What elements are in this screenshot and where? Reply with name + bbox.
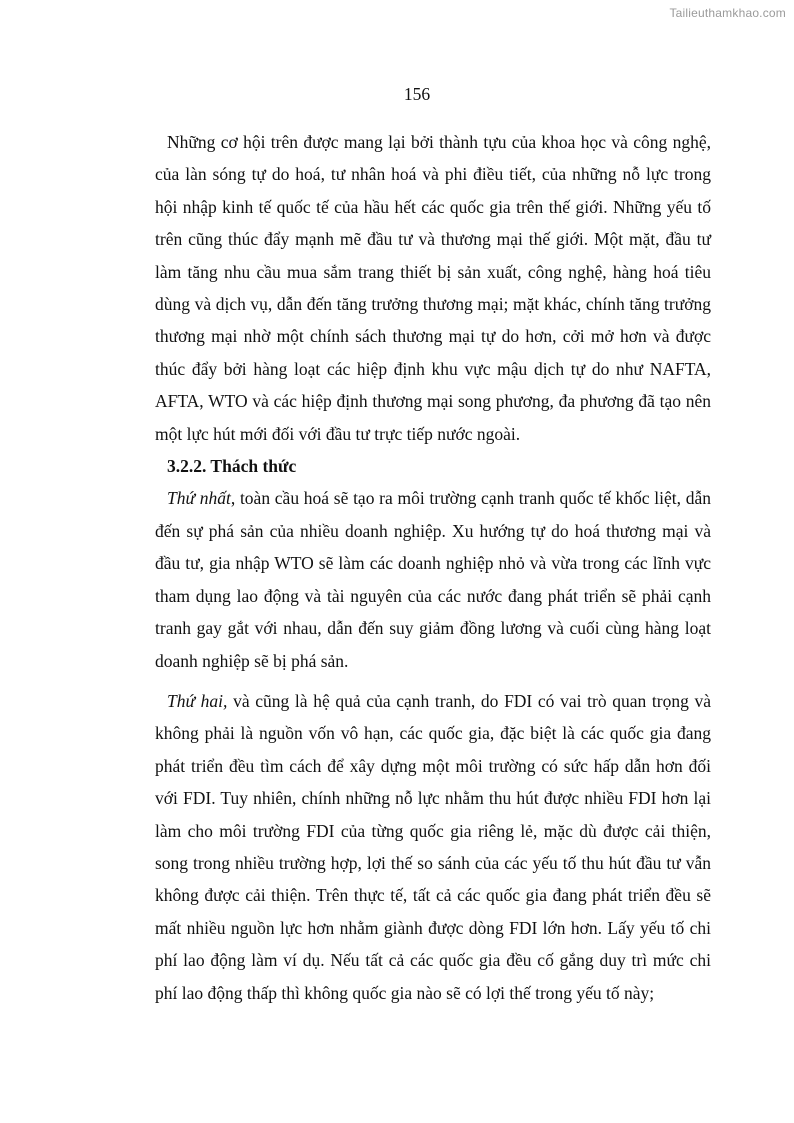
- paragraph-second-challenge: [155, 685, 711, 1009]
- paragraph-opportunities: Những cơ hội trên được mang lại bởi thành tựu của khoa học và công nghệ, của làn sóng tự do hoá, tư nhân hoá và phi điều tiết, của những nỗ lực trong hội nhập kinh tế quốc tế của hầu hết các quốc gia trên thế giới. Những yếu tố trên cũng thúc đẩy mạnh mẽ đầu tư và thương mại thế giới. Một mặt, đầu tư làm tăng nhu cầu mua sắm trang thiết bị sản xuất, công nghệ, hàng hoá tiêu dùng và dịch vụ, dẫn đến tăng trưởng thương mại; mặt khác, chính tăng trưởng thương mại nhờ một chính sách thương mại tự do hơn, cởi mở hơn và được thúc đẩy bởi hàng loạt các hiệp định khu vực mậu dịch tự do như NAFTA, AFTA, WTO và các hiệp định thương mại song phương, đa phương đã tạo nên một lực hút mới đối với đầu tư trực tiếp nước ngoài.: [155, 132, 711, 444]
- page-number: 156: [403, 84, 431, 104]
- watermark: Tailieuthamkhao.com: [669, 6, 786, 20]
- document-body: [155, 126, 711, 1009]
- paragraph-first-challenge: [155, 482, 711, 676]
- paragraph-second-challenge-lead: Thứ hai,: [167, 690, 228, 711]
- section-heading: 3.2.2. Thách thức: [167, 456, 297, 477]
- paragraph-first-challenge-text: , toàn cầu hoá sẽ tạo ra môi trường cạnh tranh quốc tế khốc liệt, dẫn đến sự phá sản của nhiều doanh nghiệp. Xu hướng tự do hoá thương mại và đầu tư, gia nhập WTO sẽ làm các doanh nghiệp nhỏ và vừa trong các lĩnh vực tham dụng lao động và tài nguyên của các nước đang phát triển sẽ phải cạnh tranh gay gắt với nhau, dẫn đến suy giảm đồng lương và cuối cùng hàng loạt doanh nghiệp sẽ bị phá sản.: [155, 488, 711, 671]
- paragraph-second-challenge-text: và cũng là hệ quả của cạnh tranh, do FDI có vai trò quan trọng và không phải là nguồn vốn vô hạn, các quốc gia, đặc biệt là các quốc gia đang phát triển đều tìm cách để xây dựng một môi trường có sức hấp dẫn hơn đối với FDI. Tuy nhiên, chính những nỗ lực nhằm thu hút được nhiều FDI hơn lại làm cho môi trường FDI của từng quốc gia riêng lẻ, mặc dù được cải thiện, song trong nhiều trường hợp, lợi thế so sánh của các yếu tố thu hút đầu tư vẫn không được cải thiện. Trên thực tế, tất cả các quốc gia đang phát triển đều sẽ mất nhiều nguồn lực hơn nhằm giành được dòng FDI lớn hơn. Lấy yếu tố chi phí lao động làm ví dụ. Nếu tất cả các quốc gia đều cố gắng duy trì mức chi phí lao động thấp thì không quốc gia nào sẽ có lợi thế trong yếu tố này;: [155, 690, 712, 1003]
- paragraph-first-challenge-lead: Thứ nhất: [167, 488, 231, 509]
